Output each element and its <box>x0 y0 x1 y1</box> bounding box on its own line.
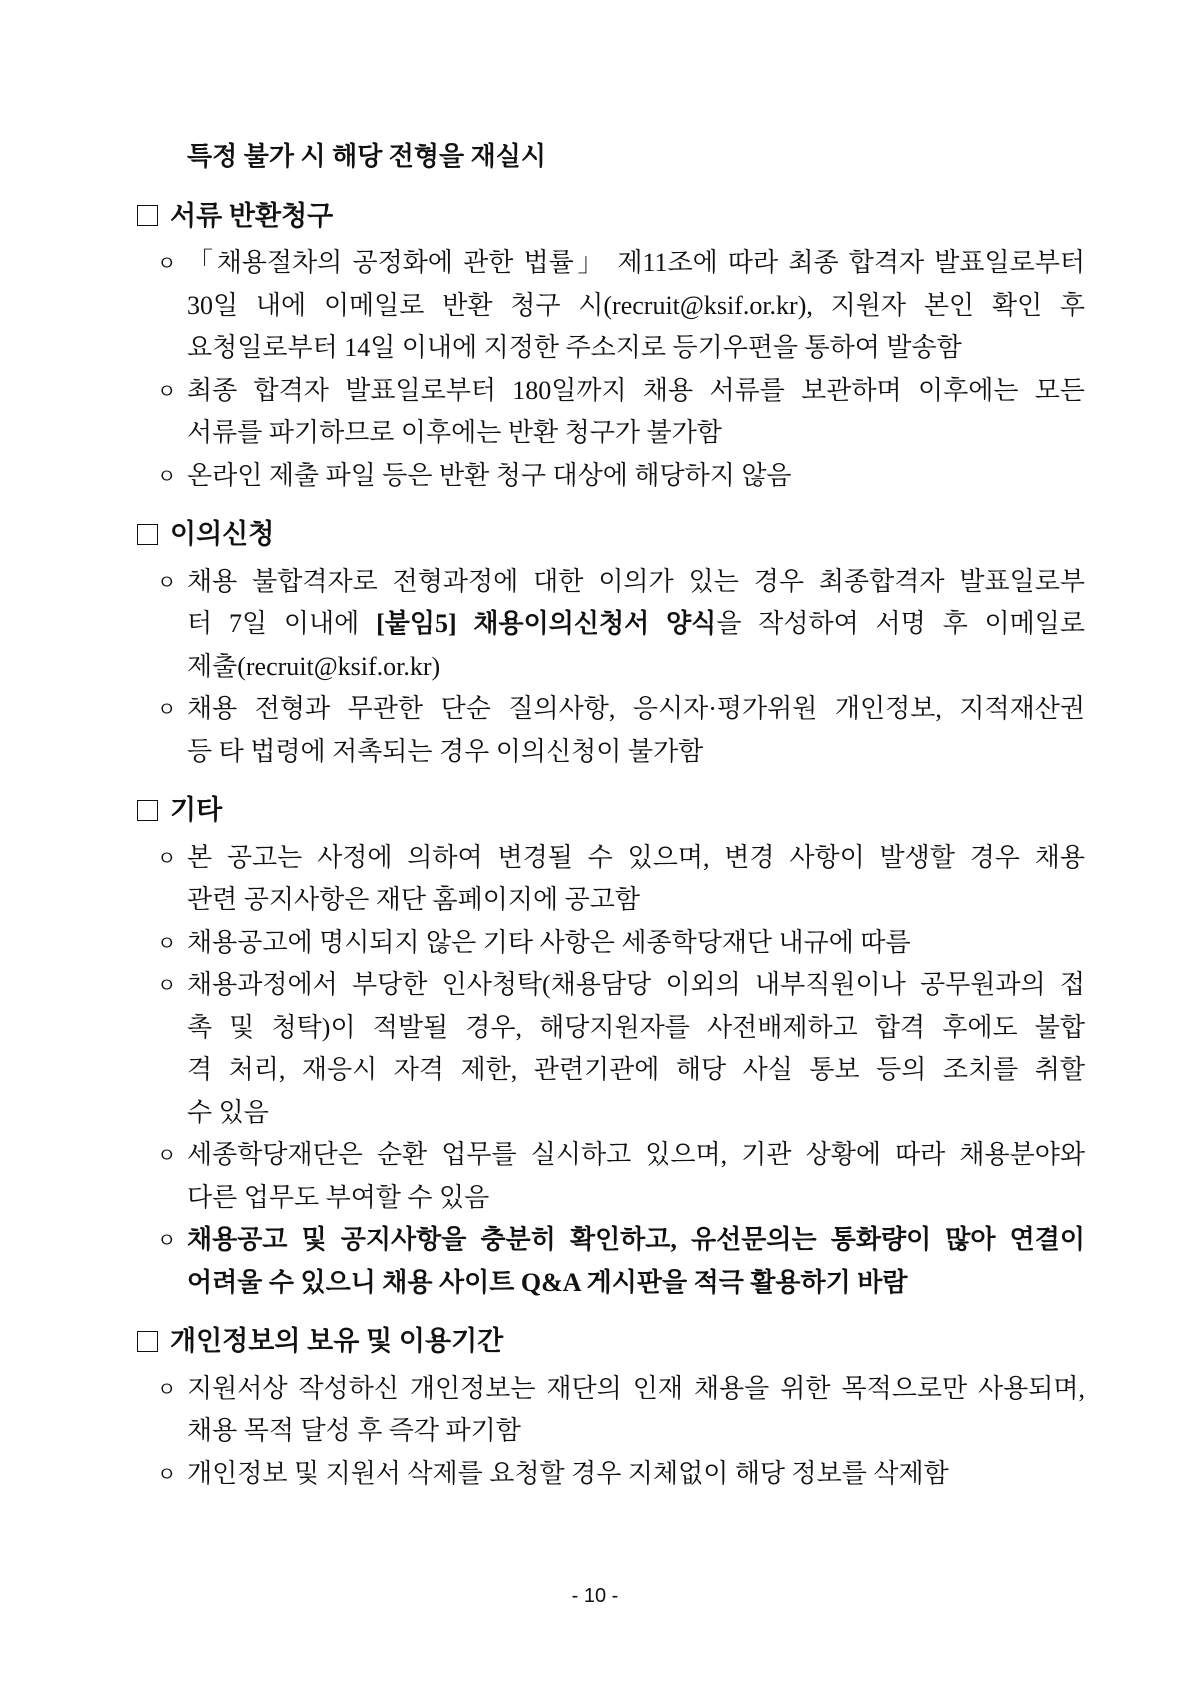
text-line <box>187 561 1085 604</box>
bold-text: 채용공고 및 공지사항을 충분히 확인하고, 유선문의는 통화량이 많아 연결이 <box>187 1225 1085 1254</box>
text-segment: 터 7일 이내에 <box>187 609 377 638</box>
bullet-circle-icon: ㅇ <box>157 1143 177 1167</box>
text-segment: 개인정보 및 지원서 삭제를 요청할 경우 지체없이 해당 정보를 삭제함 <box>187 1458 949 1488</box>
text-line <box>187 370 1085 413</box>
text-segment: 30일 내에 이메일로 반환 청구 시(recruit@ksif.or.kr), 지원자 본인 확인 후 <box>187 290 1085 320</box>
list-item <box>137 922 1085 965</box>
bold-text: 특정 불가 시 해당 전형을 재실시 <box>187 142 547 171</box>
bullet-circle-icon: ㅇ <box>157 697 177 721</box>
list-item <box>137 837 1085 922</box>
text-line <box>187 1177 1085 1220</box>
text-line <box>187 412 1085 455</box>
page-number: - 10 - <box>571 1585 619 1607</box>
bullet-circle-icon: ㅇ <box>157 251 177 275</box>
text-line <box>187 646 1085 689</box>
section-heading <box>137 195 1085 238</box>
text-line <box>187 1049 1085 1092</box>
bullet-circle-icon: ㅇ <box>157 378 177 403</box>
text-line <box>187 285 1085 328</box>
text-segment: 서류를 파기하므로 이후에는 반환 청구가 불가함 <box>187 418 722 447</box>
text-segment: 세종학당재단은 순환 업무를 실시하고 있으며, 기관 상황에 따라 채용분야와 <box>187 1140 1085 1169</box>
text-line <box>187 1262 1085 1305</box>
list-item <box>137 1368 1085 1453</box>
text-segment: 수 있음 <box>187 1097 269 1127</box>
text-segment: 을 작성하여 서명 후 이메일로 <box>716 609 1085 638</box>
bullet-circle-icon: ㅇ <box>157 973 177 997</box>
section-heading <box>137 789 1085 832</box>
text-line <box>187 688 1085 731</box>
bullet-circle-icon: ㅇ <box>157 1461 177 1486</box>
text-segment: 등 타 법령에 저촉되는 경우 이의신청이 불가함 <box>187 736 704 766</box>
text-line <box>187 922 1085 965</box>
text-line <box>187 242 1085 285</box>
bold-text: 어려울 수 있으니 채용 사이트 Q&A 게시판을 적극 활용하기 바람 <box>187 1267 908 1297</box>
text-line <box>187 879 1085 922</box>
text-line <box>187 837 1085 880</box>
section-title: 기타 <box>170 795 223 825</box>
text-segment: 채용 목적 달성 후 즉각 파기함 <box>187 1416 521 1445</box>
text-line <box>187 1453 1085 1496</box>
section-title: 서류 반환청구 <box>170 200 334 231</box>
section <box>137 195 1085 498</box>
text-segment: 촉 및 청탁)이 적발될 경우, 해당지원자를 사전배제하고 합격 후에도 불합 <box>187 1012 1085 1042</box>
checkbox-square-icon <box>137 1331 158 1352</box>
bold-text: [붙임5] 채용이의신청서 양식 <box>376 609 717 638</box>
text-segment: 지원서상 작성하신 개인정보는 재단의 인재 채용을 위한 목적으로만 사용되며, <box>187 1373 1085 1403</box>
checkbox-square-icon <box>137 524 158 545</box>
text-line <box>187 964 1085 1007</box>
list-item <box>137 688 1085 773</box>
bullet-circle-icon: ㅇ <box>157 1228 177 1252</box>
text-segment: 관련 공지사항은 재단 홈페이지에 공고함 <box>187 885 640 914</box>
bullet-circle-icon: ㅇ <box>157 463 177 488</box>
section <box>137 789 1085 1304</box>
text-line <box>187 1134 1085 1177</box>
text-line <box>187 603 1085 646</box>
text-segment: 채용 불합격자로 전형과정에 대한 이의가 있는 경우 최종합격자 발표일로부 <box>187 566 1085 596</box>
list-item <box>137 1134 1085 1219</box>
text-segment: 본 공고는 사정에 의하여 변경될 수 있으며, 변경 사항이 발생할 경우 채용 <box>187 842 1085 872</box>
text-segment: 채용공고에 명시되지 않은 기타 사항은 세종학당재단 내규에 따름 <box>187 927 911 957</box>
list-item <box>137 242 1085 370</box>
text-segment: 다른 업무도 부여할 수 있음 <box>187 1182 490 1212</box>
text-line <box>187 327 1085 370</box>
list-item <box>137 964 1085 1134</box>
text-segment: 최종 합격자 발표일로부터 180일까지 채용 서류를 보관하며 이후에는 모든 <box>187 375 1085 405</box>
text-segment: 온라인 제출 파일 등은 반환 청구 대상에 해당하지 않음 <box>187 460 792 490</box>
text-line <box>187 1092 1085 1135</box>
text-segment: 채용과정에서 부당한 인사청탁(채용담당 이외의 내부직원이나 공무원과의 접 <box>187 970 1085 999</box>
bullet-circle-icon: ㅇ <box>157 845 177 870</box>
text-segment: 요청일로부터 14일 이내에 지정한 주소지로 등기우편을 통하여 발송함 <box>187 333 962 362</box>
section <box>137 1320 1085 1495</box>
text-line <box>187 1368 1085 1411</box>
text-line <box>137 136 1085 179</box>
section <box>137 513 1085 773</box>
text-segment: 채용 전형과 무관한 단순 질의사항, 응시자·평가위원 개인정보, 지적재산권 <box>187 694 1085 723</box>
list-item <box>137 1219 1085 1304</box>
list-item <box>137 561 1085 689</box>
text-segment: 격 처리, 재응시 자격 제한, 관련기관에 해당 사실 통보 등의 조치를 취할 <box>187 1055 1085 1084</box>
bullet-circle-icon: ㅇ <box>157 1376 177 1401</box>
text-line <box>187 731 1085 774</box>
text-line <box>187 1007 1085 1050</box>
checkbox-square-icon <box>137 205 158 226</box>
section-title: 이의신청 <box>170 519 275 549</box>
list-item <box>137 1453 1085 1496</box>
list-item <box>137 370 1085 455</box>
text-segment: 「채용절차의 공정화에 관한 법률」 제11조에 따라 최종 합격자 발표일로부터 <box>187 248 1085 277</box>
checkbox-square-icon <box>137 800 158 821</box>
text-line <box>187 1410 1085 1453</box>
intro-continuation <box>137 136 1085 179</box>
text-segment: 제출(recruit@ksif.or.kr) <box>187 651 441 681</box>
text-line <box>187 1219 1085 1262</box>
document-body <box>137 136 1085 1495</box>
list-item <box>137 455 1085 498</box>
bullet-circle-icon: ㅇ <box>157 569 177 594</box>
bullet-circle-icon: ㅇ <box>157 930 177 955</box>
section-heading <box>137 1320 1085 1363</box>
section-title: 개인정보의 보유 및 이용기간 <box>170 1326 504 1356</box>
text-line <box>187 455 1085 498</box>
section-heading <box>137 513 1085 556</box>
